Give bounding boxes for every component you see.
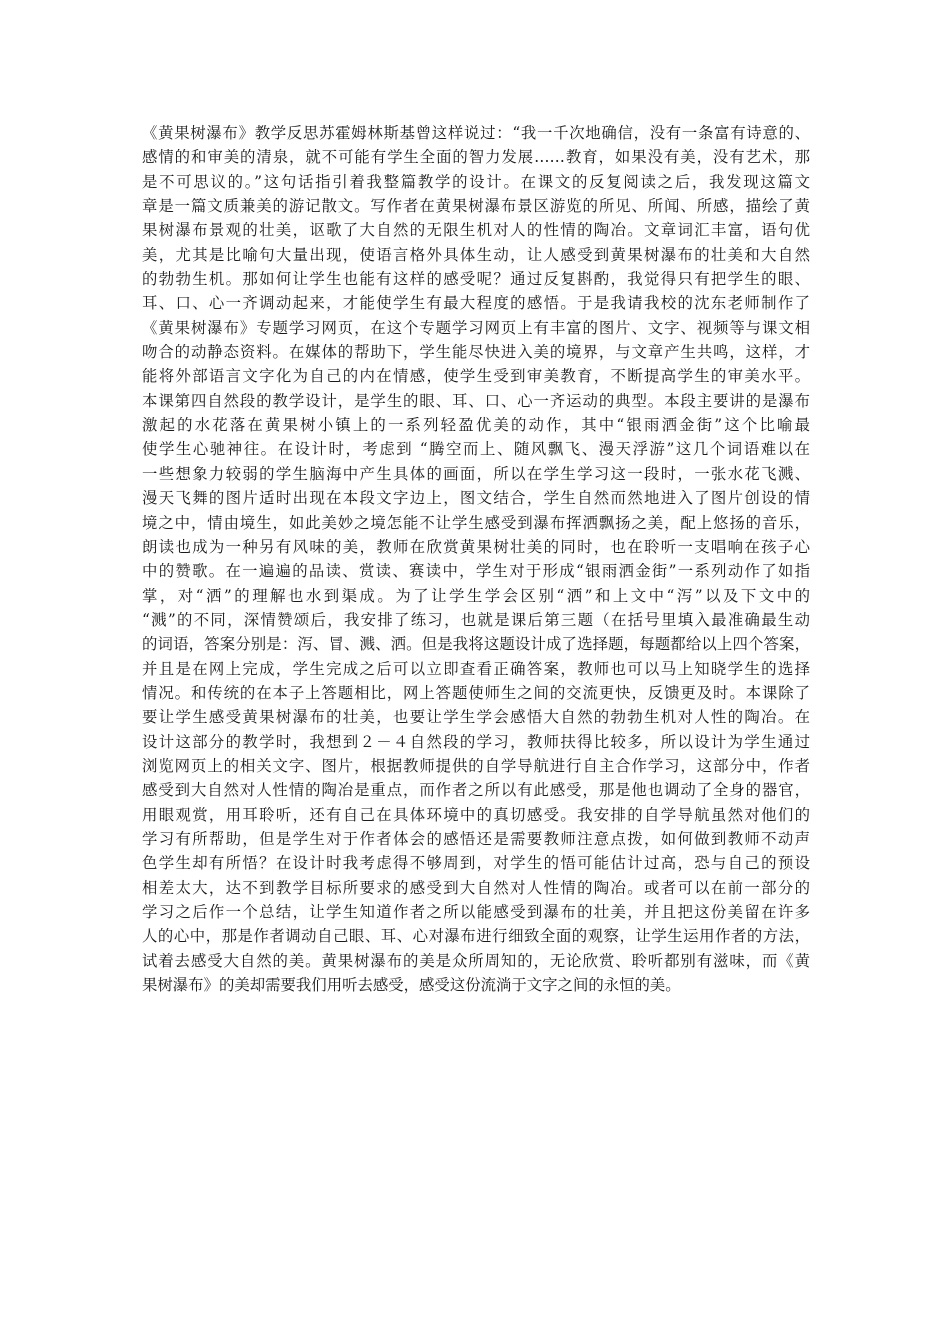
text-line: 相差太大，达不到教学目标所要求的感受到大自然对人性情的陶冶。或者可以在前一部分的 [142,878,810,897]
text-line: 果树瀑布》的美却需要我们用听去感受，感受这份流淌于文字之间的永恒的美。 [142,976,681,995]
body-text [142,121,810,997]
text-line: 朗读也成为一种另有风味的美，教师在欣赏黄果树壮美的同时，也在聆听一支唱响在孩子心 [142,537,810,556]
text-line: 《黄果树瀑布》教学反思苏霍姆林斯基曾这样说过：“我一千次地确信，没有一条富有诗意的、 [142,124,810,142]
text-line: 本课第四自然段的教学设计，是学生的眼、耳、口、心一齐运动的典型。本段主要讲的是瀑布 [142,391,810,410]
text-line: 的词语，答案分别是：泻、冒、溅、洒。但是我将这题设计成了选择题，每题都给以上四个答案， [142,635,810,654]
text-line: 感受到大自然对人性情的陶冶是重点，而作者之所以有此感受，那是他也调动了全身的器官， [142,781,810,800]
text-line: 感情的和审美的清泉，就不可能有学生全面的智力发展……教育，如果没有美，没有艺术，那 [142,148,810,167]
text-line: 情况。和传统的在本子上答题相比，网上答题使师生之间的交流更快，反馈更及时。本课除了 [142,683,810,702]
text-line: 耳、口、心一齐调动起来，才能使学生有最大程度的感悟。于是我请我校的沈东老师制作了 [142,294,810,313]
text-line: 中的赞歌。在一遍遍的品读、赏读、赛读中，学生对于形成“银雨洒金街”一系列动作了如指 [142,562,810,581]
text-line: 的勃勃生机。那如何让学生也能有这样的感受呢？通过反复斟酌，我觉得只有把学生的眼、 [142,270,810,289]
text-line: 掌，对“洒”的理解也水到渠成。为了让学生学会区别“洒”和上文中“泻”以及下文中的 [142,586,810,605]
text-line: 学习之后作一个总结，让学生知道作者之所以能感受到瀑布的壮美，并且把这份美留在许多 [142,903,810,921]
text-line: 《黄果树瀑布》专题学习网页，在这个专题学习网页上有丰富的图片、文字、视频等与课文相 [142,318,810,337]
text-line: 美，尤其是比喻句大量出现，使语言格外具体生动，让人感受到黄果树瀑布的壮美和大自然 [142,245,810,264]
text-line: 漫天飞舞的图片适时出现在本段文字边上，图文结合，学生自然而然地进入了图片创设的情 [142,489,810,508]
text-line: 并且是在网上完成，学生完成之后可以立即查看正确答案，教师也可以马上知晓学生的选择 [142,659,810,678]
text-line: 要让学生感受黄果树瀑布的壮美，也要让学生学会感悟大自然的勃勃生机对人性的陶冶。在 [142,708,810,727]
text-line: 人的心中，那是作者调动自己眼、耳、心对瀑布进行细致全面的观察，让学生运用作者的方法， [142,927,810,946]
text-line: 能将外部语言文字化为自己的内在情感，使学生受到审美教育，不断提高学生的审美水平。 [142,367,810,386]
text-line: 试着去感受大自然的美。黄果树瀑布的美是众所周知的，无论欣赏、聆听都别有滋味，而《黄 [142,951,810,970]
text-line: 学习有所帮助，但是学生对于作者体会的感悟还是需要教师注意点拨，如何做到教师不动声 [142,829,810,848]
text-line: 吻合的动静态资料。在媒体的帮助下，学生能尽快进入美的境界，与文章产生共鸣，这样，才 [142,343,810,362]
text-line: 浏览网页上的相关文字、图片，根据教师提供的自学导航进行自主合作学习，这部分中，作者 [142,756,810,775]
text-line: 境之中，情由境生，如此美妙之境怎能不让学生感受到瀑布挥洒飘扬之美，配上悠扬的音乐， [142,513,810,532]
text-line: 激起的水花落在黄果树小镇上的一系列轻盈优美的动作，其中“银雨洒金街”这个比喻最 [142,416,810,435]
text-line: “溅”的不同，深情赞颂后，我安排了练习，也就是课后第三题（在括号里填入最准确最生动 [142,610,810,629]
text-line: 章是一篇文质兼美的游记散文。写作者在黄果树瀑布景区游览的所见、所闻、所感，描绘了黄 [142,197,810,216]
text-line: 色学生却有所悟？在设计时我考虑得不够周到，对学生的悟可能估计过高，恐与自己的预设 [142,854,810,873]
text-line: 果树瀑布景观的壮美，讴歌了大自然的无限生机对人的性情的陶冶。文章词汇丰富，语句优 [142,221,810,240]
text-line: 使学生心驰神往。在设计时，考虑到 “腾空而上、随风飘飞、漫天浮游”这几个词语难以在 [142,440,810,459]
text-line: 用眼观赏，用耳聆听，还有自己在具体环境中的真切感受。我安排的自学导航虽然对他们的 [142,805,810,824]
text-line: 一些想象力较弱的学生脑海中产生具体的画面，所以在学生学习这一段时，一张水花飞溅、 [142,464,810,483]
text-line: 是不可思议的。”这句话指引着我整篇教学的设计。在课文的反复阅读之后，我发现这篇文 [142,172,810,191]
text-line: 设计这部分的教学时，我想到２－４自然段的学习，教师扶得比较多，所以设计为学生通过 [142,732,810,751]
